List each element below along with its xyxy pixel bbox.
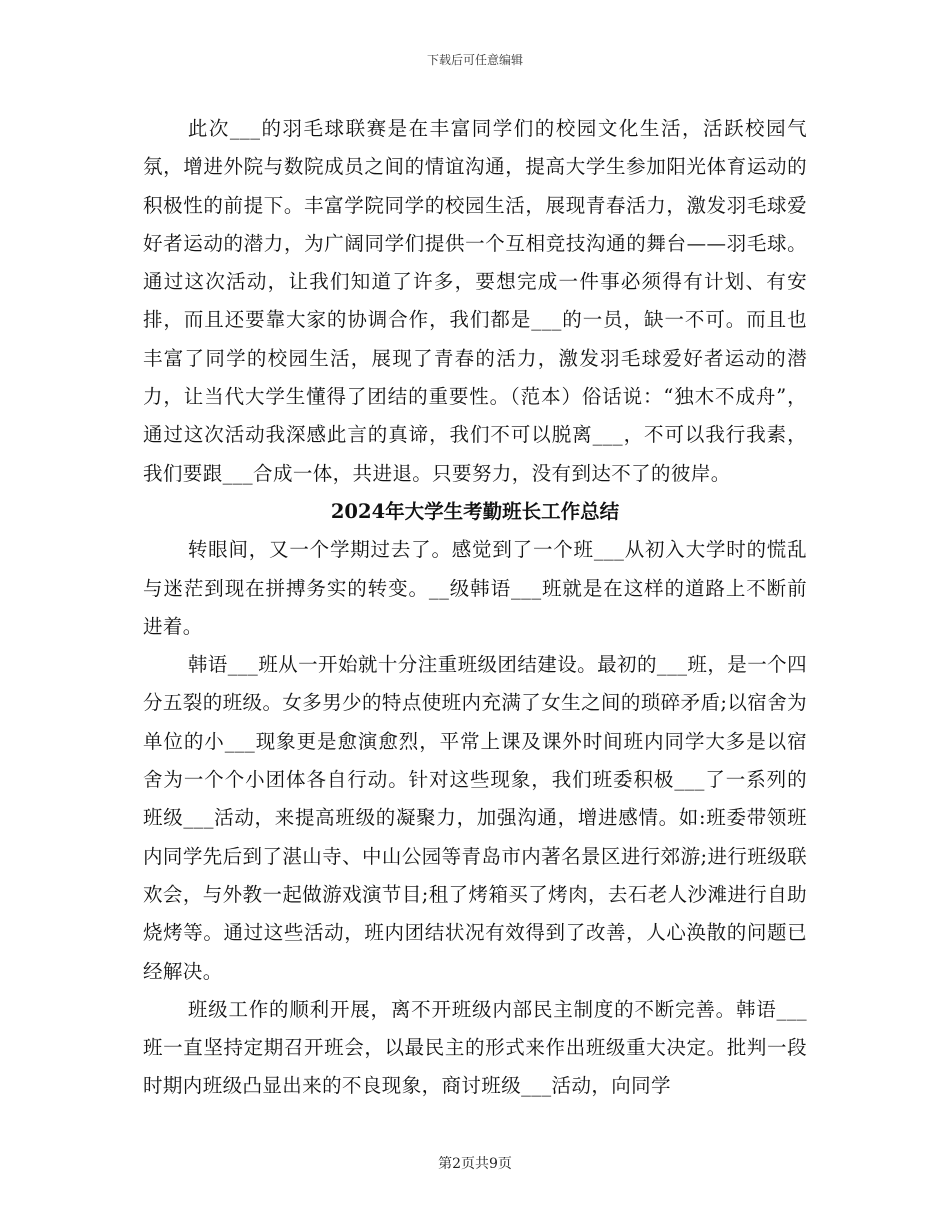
body-paragraph-3: 班级工作的顺利开展，离不开班级内部民主制度的不断完善。韩语___班一直坚持定期召开班会，以最民主的形式来作出班级重大决定。批判一段时期内班级凸显出来的不良现象，商讨班级___活动，向同学: [143, 997, 807, 1098]
body-paragraph-2: 韩语___班从一开始就十分注重班级团结建设。最初的___班，是一个四分五裂的班级。女多男少的特点使班内充满了女生之间的琐碎矛盾;以宿舍为单位的小___现象更是愈演愈烈，平常上课及课外时间班内同学大多是以宿舍为一个个小团体各自行动。针对这些现象，我们班委积极___了一系列的班级___活动，来提高班级的凝聚力，加强沟通，增进感情。如:班委带领班内同学先后到了湛山寺、中山公园等青岛市内著名景区进行郊游;进行班级联欢会，与外教一起做游戏演节目;租了烤箱买了烤肉，去石老人沙滩进行自助烧烤等。通过这些活动，班内团结状况有效得到了改善，人心涣散的问题已经解决。: [143, 653, 807, 983]
intro-paragraph: 此次___的羽毛球联赛是在丰富同学们的校园文化生活，活跃校园气氛，增进外院与数院成员之间的情谊沟通，提高大学生参加阳光体育运动的积极性的前提下。丰富学院同学的校园生活，展现青春活力，激发羽毛球爱好者运动的潜力，为广阔同学们提供一个互相竞技沟通的舞台——羽毛球。通过这次活动，让我们知道了许多，要想完成一件事必须得有计划、有安排，而且还要靠大家的协调合作，我们都是___的一员，缺一不可。而且也丰富了同学的校园生活，展现了青春的活力，激发羽毛球爱好者运动的潜力，让当代大学生懂得了团结的重要性。（范本）俗话说：“独木不成舟”，通过这次活动我深感此言的真谛，我们不可以脱离___，不可以我行我素，我们要跟___合成一体，共进退。只要努力，没有到达不了的彼岸。: [143, 117, 807, 485]
section-title: 2024年大学生考勤班长工作总结: [330, 499, 620, 523]
page-footer: 第2页共9页: [438, 1156, 512, 1172]
body-paragraph-1: 转眼间，又一个学期过去了。感觉到了一个班___从初入大学时的慌乱与迷茫到现在拼搏务实的转变。__级韩语___班就是在这样的道路上不断前进着。: [143, 538, 807, 638]
document-body: [143, 110, 807, 1106]
page-header: 下载后可任意编辑: [426, 53, 523, 67]
